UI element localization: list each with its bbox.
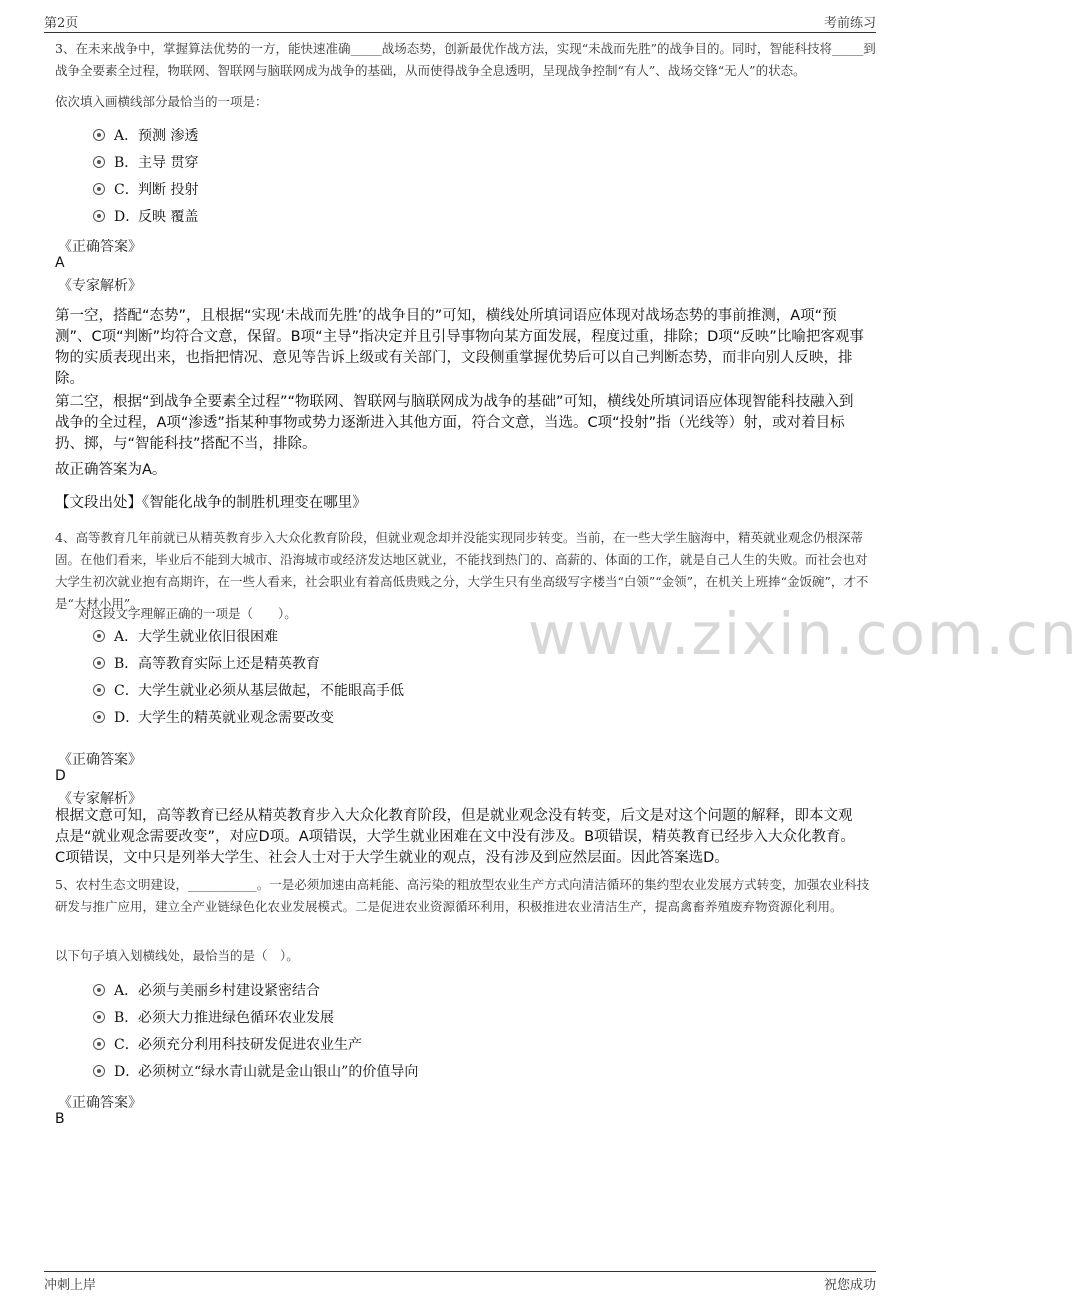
- q5-answer-label: 《正确答案》: [58, 1095, 142, 1111]
- q3-answer-label: 《正确答案》: [58, 239, 142, 255]
- radio-icon[interactable]: [93, 183, 105, 195]
- q3-stem: 3、在未来战争中，掌握算法优势的一方，能快速准确_____战场态势，创新最优作战方法，实现“未战而先胜”的战争目的。同时，智能科技将_____到战争全要素全过程，物联网、智联网与脑联网成为战争的基础，从而使得战争全息透明，呈现战争控制“有人”、战场交锋“无人”的状态。: [55, 41, 876, 78]
- q5-option-b[interactable]: B．必须大力推进绿色循环农业发展: [93, 1008, 334, 1028]
- q5-option-a[interactable]: A．必须与美丽乡村建设紧密结合: [93, 981, 320, 1001]
- q3-option-b[interactable]: B．主导 贯穿: [93, 153, 198, 173]
- q3-option-a[interactable]: A．预测 渗透: [93, 126, 198, 146]
- header-divider: [44, 32, 876, 33]
- q4-answer-label: 《正确答案》: [58, 752, 142, 768]
- footer-divider: [44, 1271, 876, 1272]
- q3-source: 【文段出处】《智能化战争的制胜机理变在哪里》: [55, 495, 367, 511]
- q4-stem: 4、高等教育几年前就已从精英教育步入大众化教育阶段，但就业观念却并没能实现同步转变。当前，在一些大学生脑海中，精英就业观念仍根深蒂固。在他们看来，毕业后不能到大城市、沿海城市或经济发达地区就业，不能找到热门的、高薪的、体面的工作，就是自己人生的失败。而社会也对大学生初次就业抱有高期许，在一些人看来，社会职业有着高低贵贱之分，大学生只有坐高级写字楼当“白领”“金领”，在机关上班捧“金饭碗”，才不是“大材小用”。: [55, 530, 869, 611]
- q3-analysis-label: 《专家解析》: [58, 278, 142, 294]
- radio-icon[interactable]: [93, 156, 105, 168]
- q3-option-d[interactable]: D．反映 覆盖: [93, 207, 198, 227]
- radio-icon[interactable]: [93, 210, 105, 222]
- q3-analysis-conclusion: 故正确答案为A。: [55, 462, 167, 478]
- radio-icon[interactable]: [93, 657, 105, 669]
- q4-answer: D: [55, 768, 66, 784]
- q5-stem: 5、农村生态文明建设，___________。一是必须加速由高耗能、高污染的粗放型农业生产方式向清洁循环的集约型农业发展方式转变，加强农业科技研发与推广应用，建立全产业链绿色化农业发展模式。二是促进农业资源循环利用，积极推进农业清洁生产，提高禽畜养殖废弃物资源化利用。: [55, 877, 870, 914]
- footer-right-text: 祝您成功: [823, 1278, 876, 1293]
- q3-option-c[interactable]: C．判断 投射: [93, 180, 198, 200]
- q4-option-d[interactable]: D．大学生的精英就业观念需要改变: [93, 708, 334, 728]
- page-number: 第2页: [44, 16, 79, 31]
- q4-option-a[interactable]: A．大学生就业依旧很困难: [93, 627, 278, 647]
- q4-option-c[interactable]: C．大学生就业必须从基层做起，不能眼高手低: [93, 681, 404, 701]
- radio-icon[interactable]: [93, 1038, 105, 1050]
- watermark: www.zixin.com.cn: [528, 600, 1079, 668]
- q5-option-d[interactable]: D．必须树立“绿水青山就是金山银山”的价值导向: [93, 1062, 418, 1082]
- q5-prompt: 以下句子填入划横线处，最恰当的是（ ）。: [55, 948, 299, 963]
- q4-prompt: 对这段文字理解正确的一项是（ ）。: [78, 606, 297, 621]
- header-title: 考前练习: [823, 16, 876, 31]
- radio-icon[interactable]: [93, 129, 105, 141]
- q5-option-c[interactable]: C．必须充分利用科技研发促进农业生产: [93, 1035, 362, 1055]
- radio-icon[interactable]: [93, 711, 105, 723]
- radio-icon[interactable]: [93, 984, 105, 996]
- q3-analysis-paragraph-2: 第二空，根据“到战争全要素全过程”“物联网、智联网与脑联网成为战争的基础”可知，横线处所填词语应体现智能科技融入到战争的全过程，A项“渗透”指某种事物或势力逐渐进入其他方面，符合文意，当选。C项“投射”指（光线等）射，或对着目标扔、掷，与“智能科技”搭配不当，排除。: [55, 394, 854, 452]
- page-footer: [44, 1274, 876, 1294]
- footer-left-text: 冲刺上岸: [44, 1278, 97, 1293]
- page-header: [44, 12, 876, 32]
- q3-analysis-paragraph-1: 第一空，搭配“态势”，且根据“实现‘未战而先胜’的战争目的”可知，横线处所填词语应体现对战场态势的事前推测，A项“预测”、C项“判断”均符合文意，保留。B项“主导”指决定并且引导事物向某方面发展，程度过重，排除；D项“反映”比喻把客观事物的实质表现出来，也指把情况、意见等告诉上级或有关部门，文段侧重掌握优势后可以自己判断态势，而非向别人反映，排除。: [55, 308, 864, 387]
- q5-answer: B: [55, 1111, 65, 1127]
- q3-answer: A: [55, 255, 65, 271]
- radio-icon[interactable]: [93, 684, 105, 696]
- radio-icon[interactable]: [93, 1065, 105, 1077]
- q4-analysis-label: 《专家解析》: [58, 791, 142, 807]
- radio-icon[interactable]: [93, 1011, 105, 1023]
- q4-option-b[interactable]: B．高等教育实际上还是精英教育: [93, 654, 320, 674]
- radio-icon[interactable]: [93, 630, 105, 642]
- q4-analysis: 根据文意可知，高等教育已经从精英教育步入大众化教育阶段，但是就业观念没有转变，后文是对这个问题的解释，即本文观点是“就业观念需要改变”，对应D项。A项错误，大学生就业困难在文中没有涉及。B项错误，精英教育已经步入大众化教育。C项错误，文中只是列举大学生、社会人士对于大学生就业的观点，没有涉及到应然层面。因此答案选D。: [55, 808, 856, 866]
- q3-prompt: 依次填入画横线部分最恰当的一项是：: [55, 94, 268, 109]
